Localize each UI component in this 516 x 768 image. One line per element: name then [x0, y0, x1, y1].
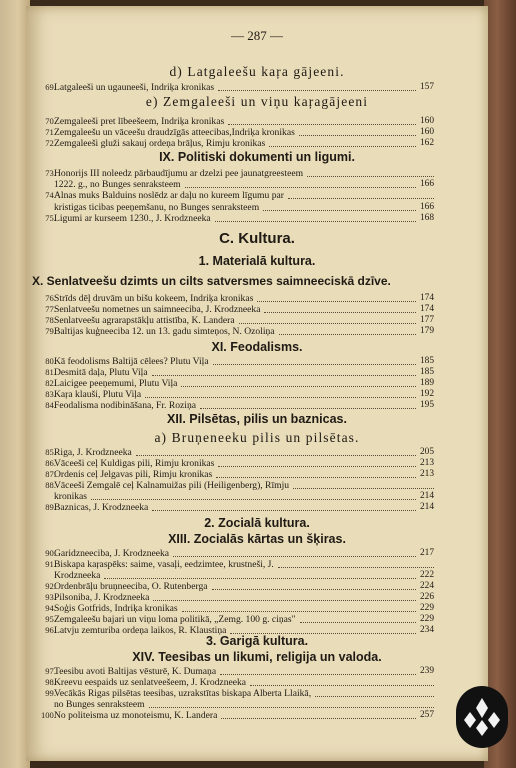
leader-dots: [315, 696, 434, 697]
entry-title: Ligumi ar kurseem 1230., J. Krodzneeka: [54, 213, 211, 224]
leader-dots: [263, 210, 416, 211]
leader-dots: [278, 567, 434, 568]
entry-page: 224: [419, 581, 434, 591]
entry-number: 76.: [45, 293, 56, 303]
entry-number: 85.: [45, 447, 56, 457]
section-heading-e: e) Zemgaleeši un viņu kaŗagājeeni: [145, 94, 369, 109]
entry-page: 185: [419, 367, 434, 377]
entry-page: 234: [419, 625, 434, 635]
entry-number: 81.: [45, 367, 56, 377]
leader-dots: [250, 685, 434, 686]
entry-number: 80.: [45, 356, 56, 366]
entry-title: Latgaleeši un ugauneeši, Indriķa kronikas: [54, 82, 215, 93]
entry-number: 73.: [45, 168, 56, 178]
entry-number: 70.: [45, 116, 56, 126]
entry-page: 166: [419, 179, 434, 189]
section-heading-xii-a: a) Bruņeneeku pilis un pilsētas.: [154, 430, 360, 445]
entry-title: Honorijs III noleedz pārbaudījumu ar dzelzi pee jaunatgreesteem: [54, 168, 304, 179]
entry-title: Kreevu eespaids uz senlatveešeem, J. Krodzneeka: [54, 677, 247, 688]
entry-number: 96.: [45, 625, 56, 635]
entry-number: 83.: [45, 389, 56, 399]
entry-title: Zemgaleešu bajari un viņu loma politikā, „Zemg. 100 g. ciņas": [54, 614, 296, 625]
entry-page: 205: [419, 447, 434, 457]
leader-dots: [200, 408, 416, 409]
entry-title: Krodzneeka: [54, 570, 101, 581]
part-heading-c: C. Kultura.: [219, 230, 295, 247]
entry-page: 174: [419, 293, 434, 303]
entry-title: Garidzneeciba, J. Krodzneeka: [54, 548, 170, 559]
leader-dots: [136, 455, 416, 456]
leader-dots: [104, 578, 416, 579]
entry-number: 86.: [45, 458, 56, 468]
leader-dots: [279, 334, 416, 335]
entry-title: no Bunges senraksteem: [54, 699, 145, 710]
entry-page: 157: [419, 82, 434, 92]
entry-page: 189: [419, 378, 434, 388]
leader-dots: [228, 124, 416, 125]
entry-title: 1222. g., no Bunges senraksteem: [54, 179, 181, 190]
section-heading-d: d) Latgaleešu kaŗa gājeeni.: [169, 64, 345, 79]
leader-dots: [239, 323, 416, 324]
entry-title: Soģis Gotfrids, Indriķa kronikas: [54, 603, 178, 614]
entry-number: 77.: [45, 304, 56, 314]
entry-number: 88.: [45, 480, 56, 490]
leader-dots: [91, 499, 416, 500]
entry-title: Kaŗa klauši, Plutu Viļa: [54, 389, 142, 400]
entry-title: Vāceeši Zemgalē ceļ Kalnamuižas pili (Heiligenberg), Rīmju: [54, 480, 290, 491]
leader-dots: [299, 135, 416, 136]
entry-number: 87.: [45, 469, 56, 479]
entry-page: 217: [419, 548, 434, 558]
leader-dots: [149, 707, 434, 708]
entry-title: Biskapa kaŗaspēks: saime, vasaļi, eedzimtee, krustneši, J.: [54, 559, 274, 570]
chapter-heading-xiii: XIII. Zocialās kārtas un šķiras.: [168, 532, 346, 546]
entry-number: 90.: [45, 548, 56, 558]
leader-dots: [307, 176, 434, 177]
entry-number: 84.: [45, 400, 56, 410]
entry-page: 213: [419, 469, 434, 479]
subpart-heading-2: 2. Zocialā kultura.: [204, 516, 310, 530]
entry-title: Zemgaleešu un vāceešu draudzīgās atteecibas,Indriķa kronikas: [54, 127, 295, 138]
leader-dots: [153, 600, 416, 601]
entry-page: 168: [419, 213, 434, 223]
chapter-heading-xii: XII. Pilsētas, pilis un baznicas.: [167, 412, 347, 426]
entry-title: Vāceeši ceļ Kuldigas pili, Rimju kronikas: [54, 458, 215, 469]
leader-dots: [293, 488, 434, 489]
entry-number: 92.: [45, 581, 56, 591]
leader-dots: [288, 198, 434, 199]
entry-number: 69.: [45, 82, 56, 92]
entry-number: 75.: [45, 213, 56, 223]
entry-title: Kā feodolisms Baltijā cēlees? Plutu Viļa: [54, 356, 209, 367]
entry-number: 91.: [45, 559, 56, 569]
entry-title: No politeisma uz monoteismu, K. Landera: [54, 710, 218, 721]
entry-title: Alnas muks Balduins noslēdz ar daļu no kureem līgumu par: [54, 190, 284, 201]
entry-page: 179: [419, 326, 434, 336]
entry-title: Vecākās Rigas pilsētas teesibas, uzrakstītas biskapa Alberta Llaikā,: [54, 688, 312, 699]
entry-page: 222: [419, 570, 434, 580]
leader-dots: [145, 397, 416, 398]
book-cover-edge: [484, 0, 516, 768]
entry-title: Zemgaleeši gluži sakauj ordeņa brāļus, Rimju kronikas: [54, 138, 266, 149]
entry-page: 160: [419, 116, 434, 126]
entry-title: Ordenbrāļu bruņneeciba, O. Rutenberga: [54, 581, 208, 592]
entry-title: Teesibu avoti Baltijas vēsturē, K. Dumaņa: [54, 666, 217, 677]
chapter-heading-x: X. Senlatveešu dzimts un cilts satversmes saimneeciskā dzīve.: [32, 274, 391, 288]
entry-number: 72.: [45, 138, 56, 148]
entry-page: 214: [419, 502, 434, 512]
leader-dots: [173, 556, 416, 557]
leader-dots: [185, 187, 416, 188]
entry-page: 162: [419, 138, 434, 148]
entry-page: 177: [419, 315, 434, 325]
entry-page: 229: [419, 603, 434, 613]
entry-page: 174: [419, 304, 434, 314]
leader-dots: [181, 386, 416, 387]
entry-title: Latvju zemturiba ordeņa laikos, R. Klaustiņa: [54, 625, 227, 636]
entry-page: 229: [419, 614, 434, 624]
entry-number: 98.: [45, 677, 56, 687]
entry-page: 214: [419, 491, 434, 501]
subpart-heading-3: 3. Garigā kultura.: [205, 634, 309, 648]
subpart-heading-1: 1. Materialā kultura.: [198, 254, 316, 268]
leader-dots: [218, 90, 416, 91]
entry-page: 185: [419, 356, 434, 366]
entry-number: 79.: [45, 326, 56, 336]
entry-number: 99.: [45, 688, 56, 698]
chapter-heading-ix: IX. Politiski dokumenti un ligumi.: [159, 150, 355, 164]
leader-dots: [221, 718, 416, 719]
entry-page: 257: [419, 710, 434, 720]
entry-number: 74.: [45, 190, 56, 200]
entry-number: 71.: [45, 127, 56, 137]
entry-title: Strīds dēļ druvām un bišu kokeem, Indriķa kronikas: [54, 293, 254, 304]
watermark-logo-icon: [456, 686, 508, 748]
page-number: — 287 —: [231, 28, 283, 43]
entry-page: 239: [419, 666, 434, 676]
leader-dots: [264, 312, 416, 313]
leader-dots: [257, 301, 416, 302]
leader-dots: [215, 221, 416, 222]
entry-title: Senlatveešu nometnes un saimneeciba, J. Krodzneeka: [54, 304, 261, 315]
entry-title: Laicigee peeņemumi, Plutu Viļa: [54, 378, 178, 389]
entry-title: Senlatveešu agrarapstākļu attistība, K. Landera: [54, 315, 235, 326]
entry-title: Zemgaleeši pret lībeešeem, Indriķa kronikas: [54, 116, 225, 127]
entry-number: 89.: [45, 502, 56, 512]
entry-title: Riga, J. Krodzneeka: [54, 447, 132, 458]
entry-page: 166: [419, 202, 434, 212]
entry-page: 226: [419, 592, 434, 602]
entry-number: 95.: [45, 614, 56, 624]
book-page: [26, 6, 488, 761]
entry-title: kristigas ticibas peeņemšanu, no Bunges senraksteem: [54, 202, 260, 213]
entry-number: 97.: [45, 666, 56, 676]
entry-number: 100.: [40, 710, 56, 720]
entry-page: 192: [419, 389, 434, 399]
entry-title: kronikas: [54, 491, 88, 502]
leader-dots: [269, 146, 416, 147]
leader-dots: [216, 477, 416, 478]
entry-page: 213: [419, 458, 434, 468]
entry-title: Baznicas, J. Krodzneeka: [54, 502, 149, 513]
facing-page-text-fragment: [2, 520, 26, 700]
leader-dots: [152, 510, 416, 511]
entry-title: Baltijas kuģneeciba 12. un 13. gadu simteņos, N. Ozoliņa: [54, 326, 275, 337]
entry-title: Ordenis ceļ Jelgavas pili, Rimju kronikas: [54, 469, 213, 480]
leader-dots: [152, 375, 416, 376]
entry-title: Desmitā daļa, Plutu Viļa: [54, 367, 148, 378]
leader-dots: [213, 364, 416, 365]
chapter-heading-xi: XI. Feodalisms.: [211, 340, 303, 354]
leader-dots: [220, 674, 416, 675]
entry-page: 195: [419, 400, 434, 410]
entry-number: 94.: [45, 603, 56, 613]
entry-title: Feodalisma nodibināšana, Fr. Roziņa: [54, 400, 197, 411]
entry-number: 93.: [45, 592, 56, 602]
entry-number: 82.: [45, 378, 56, 388]
leader-dots: [300, 622, 416, 623]
entry-title: Pilsoniba, J. Krodzneeka: [54, 592, 150, 603]
leader-dots: [218, 466, 416, 467]
entry-page: 160: [419, 127, 434, 137]
leader-dots: [182, 611, 416, 612]
leader-dots: [212, 589, 416, 590]
chapter-heading-xiv: XIV. Teesibas un likumi, religija un valoda.: [132, 650, 382, 664]
entry-number: 78.: [45, 315, 56, 325]
